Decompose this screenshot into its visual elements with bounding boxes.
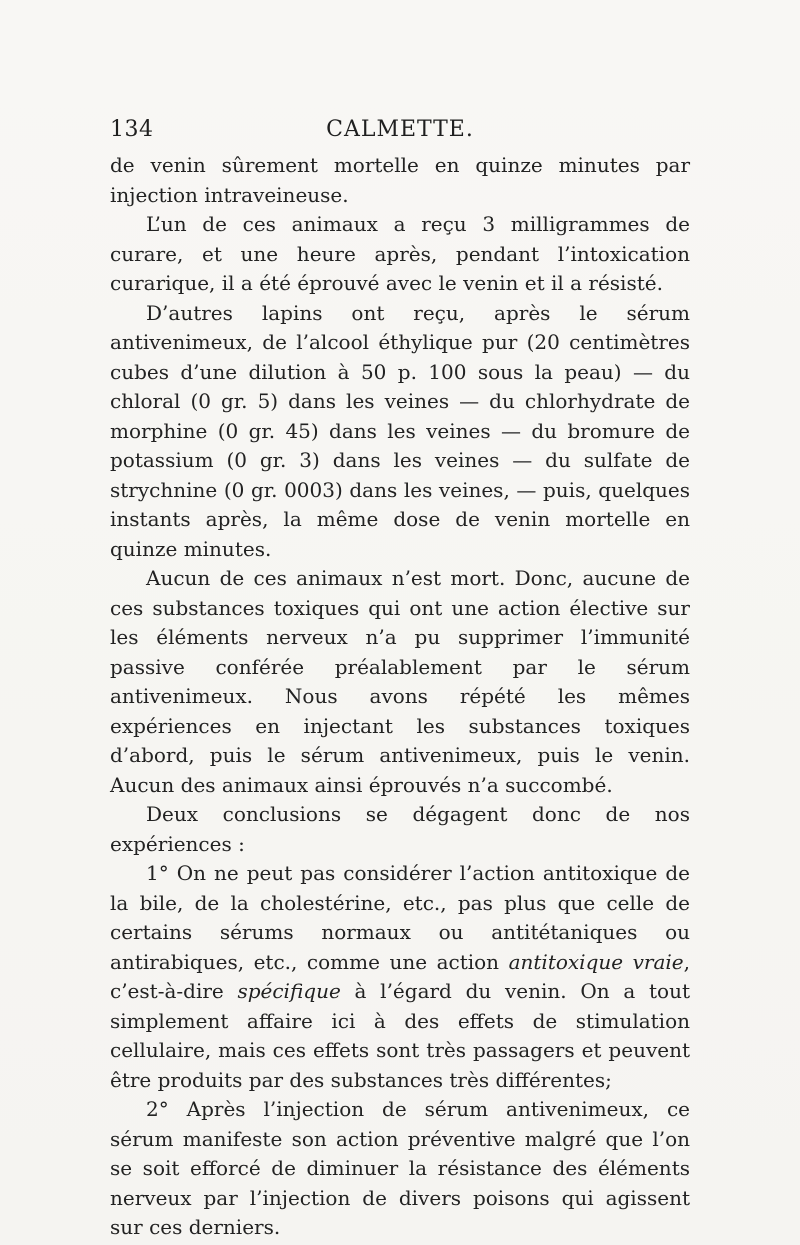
paragraph-6-italic-2: spécifique [237,979,341,1003]
body-text [110,151,690,1243]
paragraph-6-part-b: , c’est-à-dire [110,949,690,1003]
paragraph-5: Deux conclusions se dégagent donc de nos expériences : [110,802,690,856]
paragraph-6-part-c: à l’égard du venin. On a tout simplement affaire ici à des effets de stimulation cellulaire, mais ces effets sont très passagers et peuvent être produits par des substances très différentes; [110,979,690,1092]
paragraph-6 [110,859,690,1095]
paragraph-3: D’autres lapins ont reçu, après le sérum antivenimeux, de l’alcool éthylique pur (20 centimètres cubes d’une dilution à 50 p. 100 sous la peau) — du chloral (0 gr. 5) dans les veines — du chlorhydrate de morphine (0 gr. 45) dans les veines — du bromure de potassium (0 gr. 3) dans les veines — du sulfate de strychnine (0 gr. 0003) dans les veines, — puis, quelques instants après, la même dose de venin mortelle en quinze minutes. [110,300,690,561]
paragraph-7: 2° Après l’injection de sérum antivenimeux, ce sérum manifeste son action préventive malgré que l’on se soit efforcé de diminuer la résistance des éléments nerveux par l’injection de divers poisons qui agissent sur ces derniers. [110,1097,690,1239]
paragraph-4: Aucun de ces animaux n’est mort. Donc, aucune de ces substances toxiques qui ont une action élective sur les éléments nerveux n’a pu supprimer l’immunité passive conférée préalablement par le sérum antivenimeux. Nous avons répété les mêmes expériences en injectant les substances toxiques d’abord, puis le sérum antivenimeux, puis le venin. Aucun des animaux ainsi éprouvés n’a succombé. [110,566,690,797]
paragraph-1: de venin sûrement mortelle en quinze minutes par injection intraveineuse. [110,153,690,207]
page-number: 134 [110,117,154,142]
paragraph-6-part-a: 1° On ne peut pas considérer l’action antitoxique de la bile, de la cholestérine, etc., pas plus que celle de certains sérums normaux ou antitétaniques ou antirabiques, etc., comme une action [110,861,690,974]
paragraph-6-italic-1: antitoxique vraie [508,949,684,974]
paragraph-2: L’un de ces animaux a reçu 3 milligrammes de curare, et une heure après, pendant l’intoxication curarique, il a été éprouvé avec le venin et il a résisté. [110,212,690,295]
page-header [110,110,690,144]
running-head: CALMETTE. [326,117,474,142]
